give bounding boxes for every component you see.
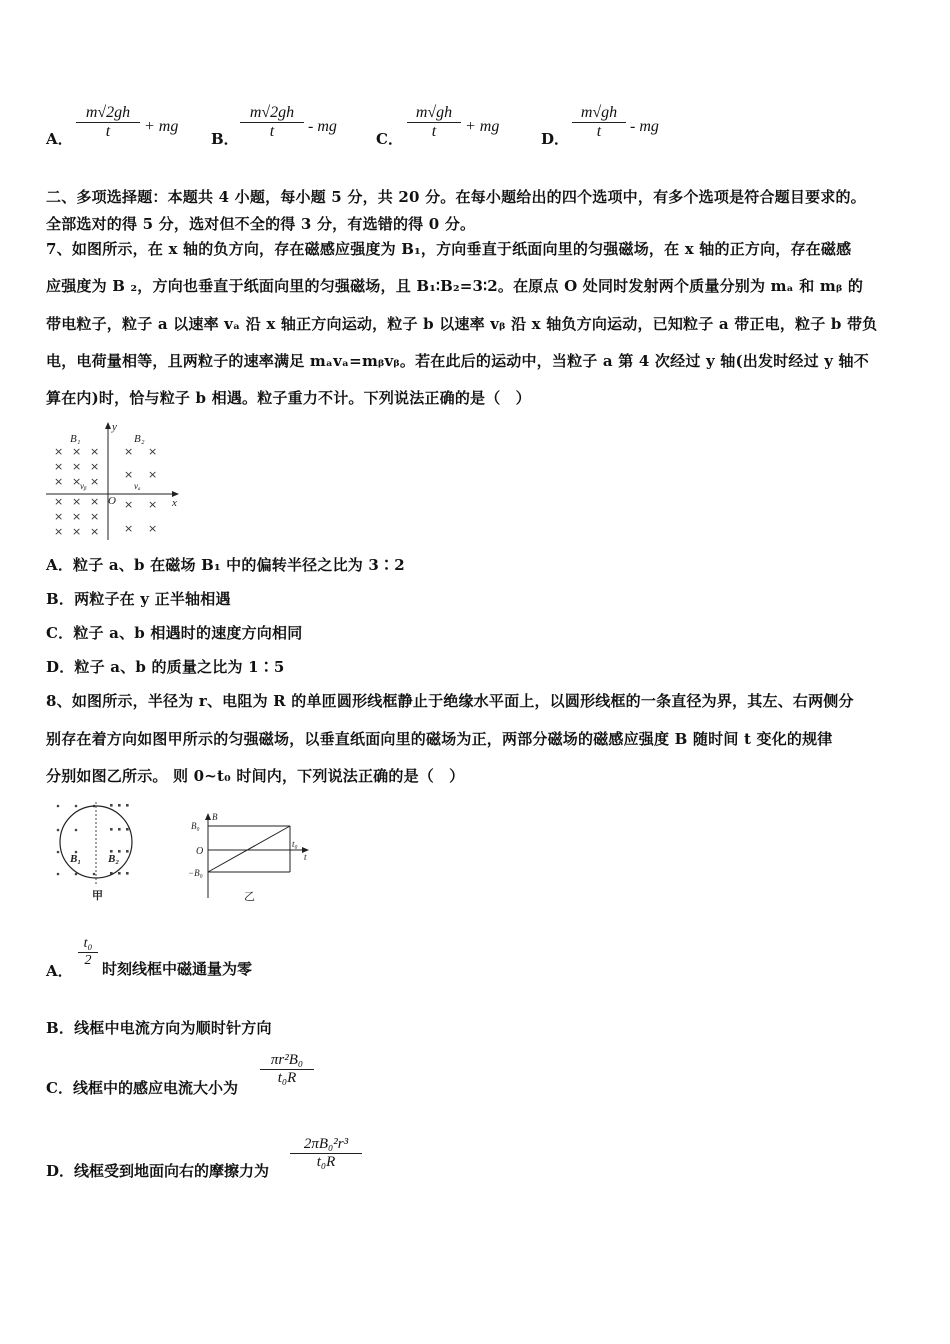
q8-option-a-text: 时刻线框中磁通量为零 [102, 960, 253, 978]
q8-option-d-denominator: t₀R [316, 1154, 336, 1170]
svg-text:×: × [54, 475, 64, 488]
svg-text:×: × [148, 522, 158, 535]
q7-figure-vb-label: vᵦ [80, 481, 87, 491]
q8-option-a-fraction [78, 936, 98, 969]
svg-text:×: × [124, 445, 134, 458]
svg-text:×: × [54, 525, 64, 538]
q6-option-b-tail: - mg [308, 118, 337, 135]
svg-text:×: × [72, 525, 82, 538]
q8-option-a-label: A． [46, 962, 73, 980]
q6-option-c-label: C． [376, 130, 403, 148]
q8-option-a-denominator: 2 [84, 953, 92, 968]
svg-text:×: × [72, 445, 82, 458]
q8-yi-t-axis-label: t [304, 852, 307, 862]
q8-figure-jia [50, 800, 140, 904]
svg-text:×: × [54, 510, 64, 523]
q6-option-c-fraction [407, 104, 461, 141]
svg-text:×: × [72, 510, 82, 523]
q6-option-d-tail: - mg [630, 118, 659, 135]
q6-option-b-fraction [240, 104, 304, 141]
section2-heading-line1: 二、多项选择题：本题共 4 小题，每小题 5 分，共 20 分。在每小题给出的四个选项中，有多个选项是符合题目要求的。 [46, 188, 866, 206]
q6-option-d-label: D． [541, 130, 570, 148]
q7-option-d: D．粒子 a、b 的质量之比为 1∶5 [46, 658, 285, 676]
q7-figure-x-label: x [172, 497, 177, 509]
q6-option-d-denominator: t [596, 123, 602, 140]
q8-option-c-denominator: t₀R [277, 1070, 297, 1086]
q7-figure-va-label: vₐ [134, 481, 141, 491]
q7-stem-line5: 算在内)时，恰与粒子 b 相遇。粒子重力不计。下列说法正确的是（ ） [46, 389, 531, 407]
q8-yi-negb0-label: −B₀ [188, 868, 203, 878]
q7-stem-line4: 电，电荷量相等，且两粒子的速率满足 mₐvₐ=mᵦvᵦ。若在此后的运动中，当粒子 a 第 4 次经过 y 轴(出发时经过 y 轴不 [46, 352, 869, 370]
svg-text:×: × [90, 475, 100, 488]
q7-figure-origin-label: O [108, 495, 116, 507]
q6-option-a-tail: + mg [144, 118, 179, 135]
q6-option-c-numerator: m√gh [407, 104, 461, 123]
q6-option-c-tail: + mg [465, 118, 500, 135]
svg-text:×: × [148, 445, 158, 458]
svg-text:×: × [124, 498, 134, 511]
q7-stem-line3: 带电粒子，粒子 a 以速率 vₐ 沿 x 轴正方向运动，粒子 b 以速率 vᵦ 沿 x 轴负方向运动，已知粒子 a 带正电，粒子 b 带负 [46, 315, 878, 333]
svg-text:×: × [148, 468, 158, 481]
q6-option-b-denominator: t [269, 123, 275, 140]
q8-option-a-numerator: t₀ [78, 936, 98, 953]
q8-jia-b1-label: B₁ [70, 853, 82, 865]
q6-option-b-label: B． [211, 130, 239, 148]
q8-option-c-fraction [260, 1052, 314, 1087]
q7-stem-line2: 应强度为 B ₂，方向也垂直于纸面向里的匀强磁场，且 B₁∶B₂=3∶2。在原点 O 处同时发射两个质量分别为 mₐ 和 mᵦ 的 [46, 277, 864, 295]
q8-stem-line1: 8、如图所示，半径为 r、电阻为 R 的单匝圆形线框静止于绝缘水平面上，以圆形线框的一条直径为界，其左、右两侧分 [46, 692, 854, 710]
q8-option-d-numerator: 2πB₀²r³ [290, 1136, 362, 1154]
svg-text:×: × [148, 498, 158, 511]
q8-stem-line2: 别存在着方向如图甲所示的匀强磁场，以垂直纸面向里的磁场为正，两部分磁场的磁感应强度 B 随时间 t 变化的规律 [46, 730, 833, 748]
svg-text:×: × [72, 495, 82, 508]
q6-option-a-label: A． [46, 130, 73, 148]
q8-yi-b-axis-label: B [212, 812, 218, 822]
q6-option-a-denominator: t [105, 123, 111, 140]
q7-figure-y-label: y [112, 421, 117, 433]
svg-text:×: × [124, 468, 134, 481]
q6-option-d-numerator: m√gh [572, 104, 626, 123]
q8-yi-b0-label: B₀ [191, 821, 200, 831]
q8-jia-b2-label: B₂ [108, 853, 120, 865]
q8-option-c-label: C．线框中的感应电流大小为 [46, 1079, 238, 1097]
q8-option-d-fraction [290, 1136, 362, 1171]
q7-field-figure [44, 420, 184, 545]
svg-text:×: × [90, 445, 100, 458]
q8-jia-caption: 甲 [92, 889, 103, 902]
q7-figure-b2-label: B₂ [134, 433, 145, 445]
q7-figure-b1-label: B₁ [70, 433, 81, 445]
q8-yi-t0-label: t₀ [292, 839, 298, 849]
svg-text:×: × [124, 522, 134, 535]
svg-text:×: × [72, 460, 82, 473]
q6-option-a-fraction [76, 104, 140, 141]
svg-text:×: × [90, 460, 100, 473]
q8-figure-yi [188, 810, 314, 902]
svg-text:×: × [90, 525, 100, 538]
q6-option-d-fraction [572, 104, 626, 141]
q7-stem-line1: 7、如图所示，在 x 轴的负方向，存在磁感应强度为 B₁，方向垂直于纸面向里的匀强磁场，在 x 轴的正方向，存在磁感 [46, 240, 852, 258]
section2-heading-line2: 全部选对的得 5 分，选对但不全的得 3 分，有选错的得 0 分。 [46, 215, 476, 233]
svg-text:×: × [90, 495, 100, 508]
q7-option-a: A．粒子 a、b 在磁场 B₁ 中的偏转半径之比为 3∶2 [46, 556, 405, 574]
svg-text:×: × [54, 460, 64, 473]
q8-option-b: B．线框中电流方向为顺时针方向 [46, 1019, 272, 1037]
q8-yi-caption: 乙 [244, 890, 255, 902]
svg-text:×: × [90, 510, 100, 523]
q8-option-c-numerator: πr²B₀ [260, 1052, 314, 1070]
q7-option-c: C．粒子 a、b 相遇时的速度方向相同 [46, 624, 303, 642]
q6-option-c-denominator: t [431, 123, 437, 140]
q8-stem-line3: 分别如图乙所示。 则 0~t₀ 时间内，下列说法正确的是（ ） [46, 767, 465, 785]
svg-text:×: × [54, 495, 64, 508]
q7-option-b: B．两粒子在 y 正半轴相遇 [46, 590, 231, 608]
q6-option-b-numerator: m√2gh [240, 104, 304, 123]
svg-text:×: × [72, 475, 82, 488]
q8-yi-origin-label: O [196, 846, 204, 857]
q8-option-d-label: D．线框受到地面向右的摩擦力为 [46, 1162, 270, 1180]
svg-text:×: × [54, 445, 64, 458]
q6-option-a-numerator: m√2gh [76, 104, 140, 123]
